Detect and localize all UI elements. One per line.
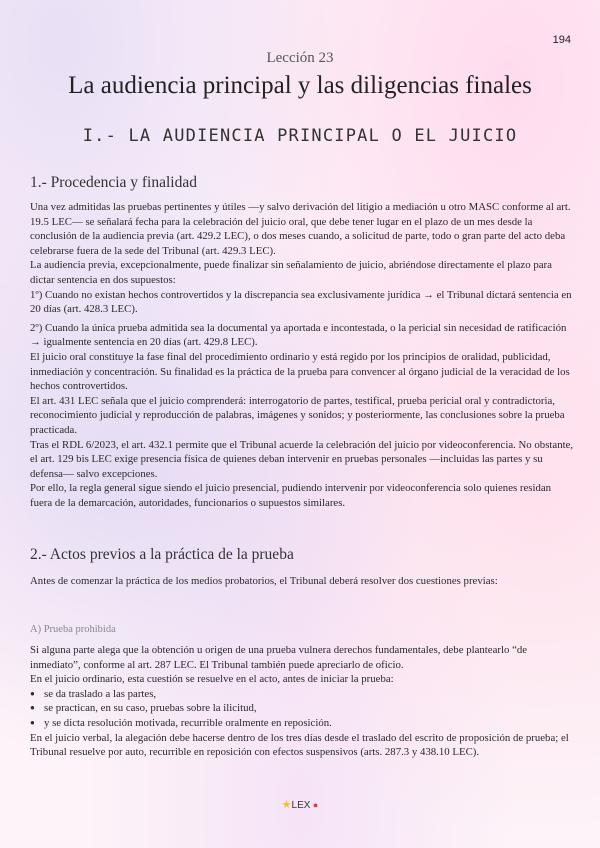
paragraph: Si alguna parte alega que la obtención u origen de una prueba vulnera derechos fundamentales, debe plantearlo “de inmediato”, conforme al art. 287 LEC. El Tribunal también puede apreciarlo de oficio. <box>30 644 528 671</box>
paragraph: Antes de comenzar la práctica de los medios probatorios, el Tribunal deberá resolver dos cuestiones previas: <box>30 575 498 587</box>
footer-text: LEX <box>291 800 311 811</box>
paragraph: Por ello, la regla general sigue siendo el juicio presencial, pudiendo intervenir por videoconferencia solo quienes residan fuera de la demarcación, autoridades, funcionarios o supuestos similares. <box>30 482 552 509</box>
list-item: ● se practican, en su caso, pruebas sobre la ilicitud, <box>42 701 575 716</box>
page-number: 194 <box>552 34 571 46</box>
section-heading: I.- LA AUDIENCIA PRINCIPAL O EL JUICIO <box>82 126 518 146</box>
section-2a-body <box>30 643 575 760</box>
paragraph: En el juicio ordinario, esta cuestión se resuelve en el acto, antes de iniciar la prueba: <box>30 673 394 686</box>
paragraph: 2º) Cuando la única prueba admitida sea la documental ya aportada e incontestada, o la pericial sin necesidad de ratificación → igualmente sentencia en 20 días (art. 429.8 LEC). <box>30 321 567 349</box>
bullet-list <box>30 687 575 731</box>
page-title: La audiencia principal y las diligencias finales <box>68 72 532 99</box>
list-item: ● se da traslado a las partes, <box>42 687 575 702</box>
paragraph: El art. 431 LEC señala que el juicio comprenderá: interrogatorio de partes, testifical, prueba pericial oral y contradictoria, reconocimiento judicial y reproducción de palabras, imágenes y sonidos; y posteriormente, las conclusiones sobre la prueba practicada. <box>30 394 565 436</box>
paragraph: En el juicio verbal, la alegación debe hacerse dentro de los tres días desde el traslado del escrito de proposición de prueba; el Tribunal resuelve por auto, recurrible en reposición con efectos suspensivos (arts. 287.3 y 438.10 LEC). <box>30 731 569 759</box>
list-item: ● y se dicta resolución motivada, recurrible oralmente en reposición. <box>42 716 575 731</box>
paragraph: El juicio oral constituye la fase final del procedimiento ordinario y está regido por los principios de oralidad, publicidad, inmediación y concentración. Su finalidad es la práctica de la prueba para convencer al órgano judicial de la veracidad de los hechos controvertidos. <box>30 350 570 393</box>
paragraph: La audiencia previa, excepcionalmente, puede finalizar sin señalamiento de juicio, abriéndose directamente el plazo para dictar sentencia en dos supuestos: <box>30 259 552 286</box>
paragraph: Tras el RDL 6/2023, el art. 432.1 permite que el Tribunal acuerde la celebración del juicio por videoconferencia. No obstante, el art. 129 bis LEC exige presencia física de quienes deban intervenir en pruebas personales —incluidas las partes y su defensa— salvo excepciones. <box>30 438 574 480</box>
section-1-body <box>30 200 575 510</box>
sub-heading-a: A) Prueba prohibida <box>30 624 116 635</box>
subsection-heading-2: 2.- Actos previos a la práctica de la prueba <box>30 546 294 563</box>
subsection-heading-1: 1.- Procedencia y finalidad <box>30 174 197 191</box>
section-2-intro <box>30 574 575 589</box>
paragraph: Una vez admitidas las pruebas pertinentes y útiles —y salvo derivación del litigio a mediación u otro MASC conforme al art. 19.5 LEC— se señalará fecha para la celebración del juicio oral, que debe tener lugar en el plazo de un mes desde la conclusión de la audiencia previa (art. 429.2 LEC), o dos meses cuando, a solicitud de parte, todo o gran parte del acto deba celebrarse fuera de la sede del Tribunal (art. 429.3 LEC). <box>30 201 571 257</box>
footer <box>0 798 600 811</box>
star-icon: ★ <box>281 799 292 811</box>
drop-icon: ● <box>310 800 319 810</box>
paragraph: 1º) Cuando no existan hechos controvertidos y la discrepancia sea exclusivamente jurídica → el Tribunal dictará sentencia en 20 días (art. 428.3 LEC). <box>30 288 572 316</box>
lesson-label: Lección 23 <box>266 50 334 66</box>
